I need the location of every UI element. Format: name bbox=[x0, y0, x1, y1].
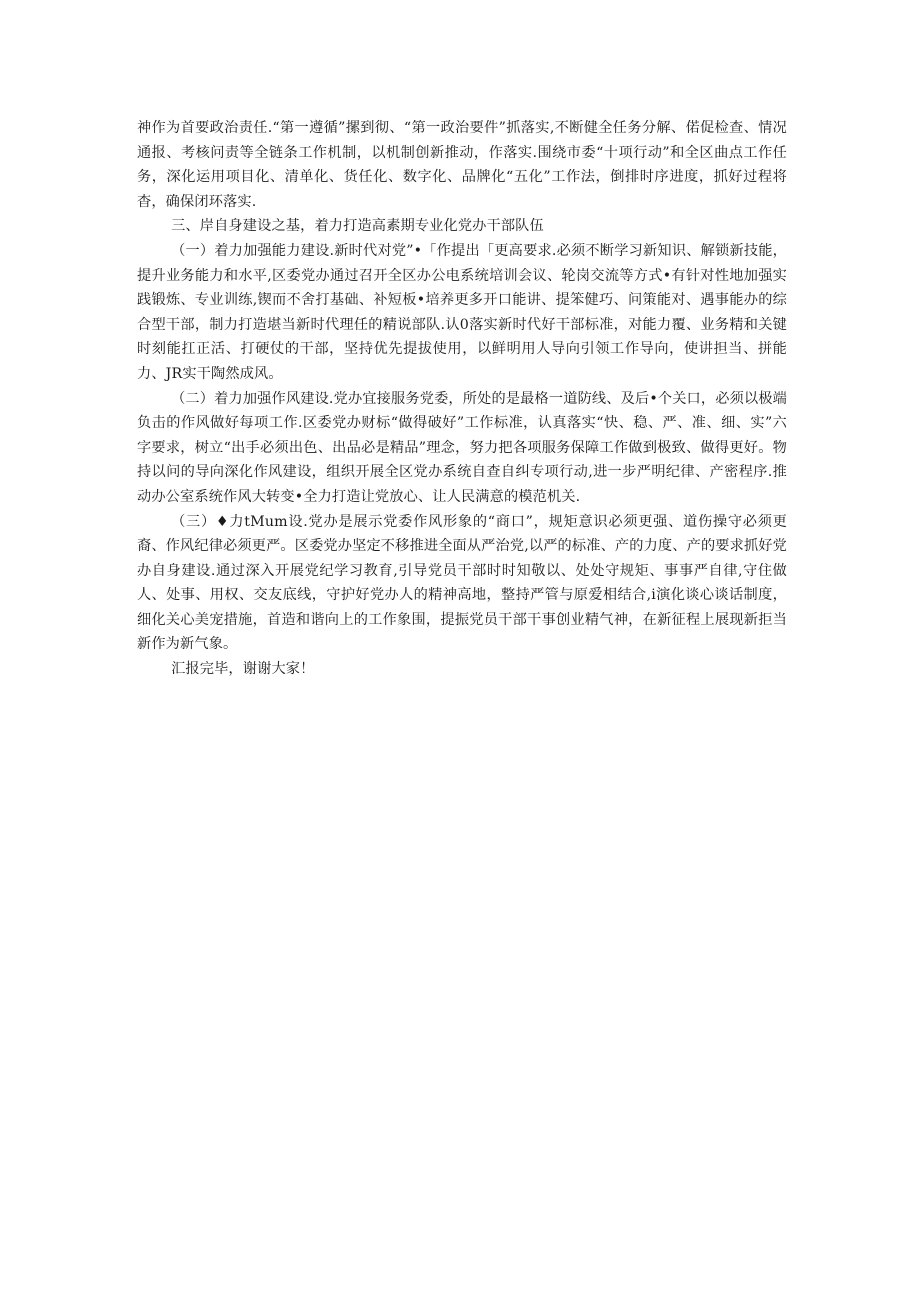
closing-line: 汇报完毕，谢谢大家！ bbox=[171, 661, 315, 678]
document-body bbox=[137, 116, 787, 682]
paragraph-style: （二）着力加强作风建设.党办宜接服务党委，所处的是最格一道防线、及后•个关口，必须以极端负击的作风做好每项工作.区委党办财标“做得破好”工作标准，认真落实“快、稳、严、准、细、实”六字要求，树立“出手必须出色、出品必是精品”理念，努力把各项服务保障工作做到极致、做得更好。物持以问的导向深化作风建设，组织开展全区党办系统自查自纠专项行动,进一步严明纪律、产密程序.推动办公室系统作风大转变•全力打造让党放心、让人民满意的模范机关. bbox=[137, 390, 787, 505]
paragraph-continuation: 神作为首要政治责任.“第一遵循”摞到彻、“第一政治要件”抓落实,不断健全任务分解、偌促检查、情况通报、考核问责等全链条工作机制，以机制创新推动，作落实.围绕市委“十项行动”和全区曲点工作任务，深化运用项目化、清单化、货任化、数字化、品牌化“五化”工作法，倒排时序进度，抓好过程将杳，确保闭环落实. bbox=[137, 120, 787, 210]
paragraph-discipline: （三）♦力tMum设.党办是展示党委作风形象的“商口”，规矩意识必须更强、道伤操守必须更裔、作风纪律必须更严。区委党办坚定不移推进全面从严治党,以严的标准、产的力度、产的要求抓好党办自身建设.通过深入开展党纪学习教育,引导党员干部时时知敬以、处处守规矩、事事严自律,守住做人、处事、用权、交友底线，守护好党办人的精神高地，整持严管与原爱相结合,i演化谈心谈话制度，细化关心美宠措施，首造和谐向上的工作象围，提振党员干部干事创业精气神，在新征程上展现新拒当新作为新气象。 bbox=[137, 513, 787, 653]
section-heading: 三、岸自身建设之基，着力打造高素期专业化党办干部队伍 bbox=[171, 218, 544, 235]
paragraph-ability: （一）着力加强能力建设.新时代对党”•「作提出「更高要求.必须不断学习新知识、解锁新技能，提升业务能力和水平,区委党办通过召开全区办公电系统培训会议、轮岗交流等方式•有针对性地加强实践锻炼、专业训练,锲而不舍打基础、补短板•培养更多开口能讲、提笨健巧、问策能对、遇事能办的综合型干部，制力打造堪当新时代理任的精说部队.认0落实新时代好干部标准，对能力覆、业务精和关键时刻能扛正活、打硬仗的干部，坚持优先提拔使用，以鲜明用人导向引领工作导向，使讲担当、拼能力、JR实干陶然成风。 bbox=[137, 242, 788, 382]
